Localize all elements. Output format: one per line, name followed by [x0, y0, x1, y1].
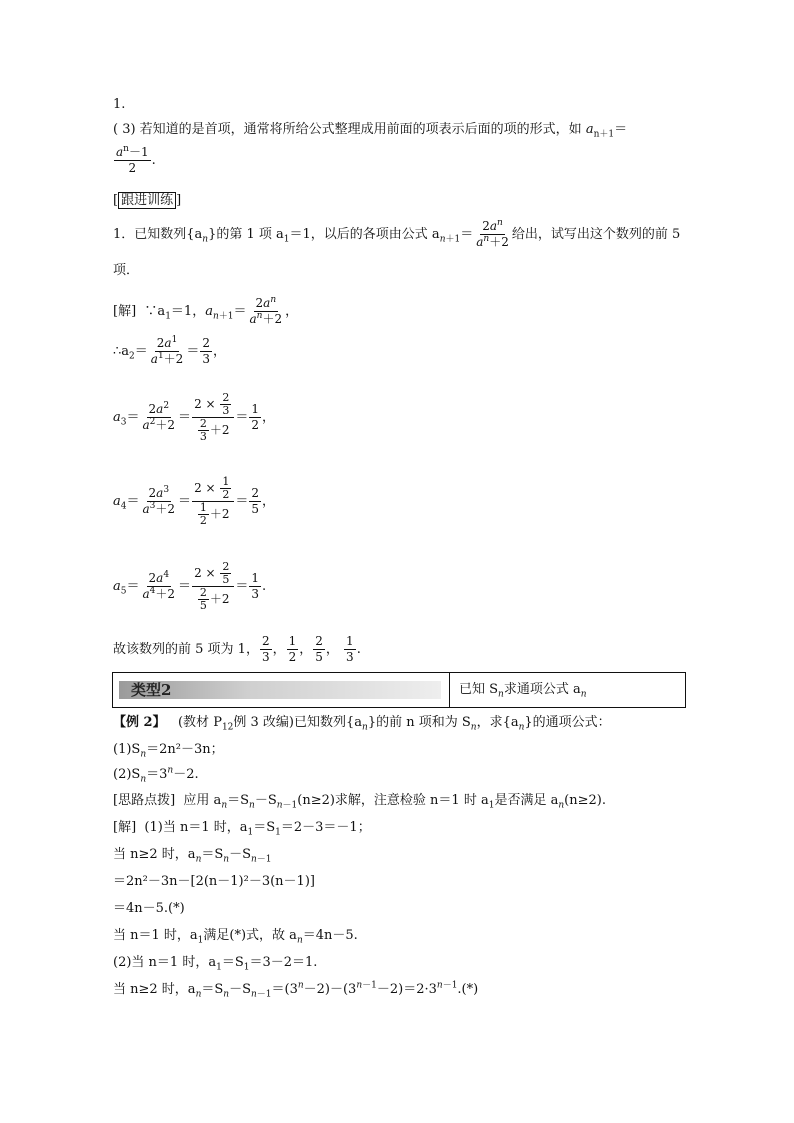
- practice-header-label: 跟进训练: [118, 192, 176, 209]
- method-note: [113, 121, 627, 139]
- method-note-fraction: $\frac{a^n-1}{2}$ .: [116, 144, 156, 175]
- type-banner: [112, 672, 686, 708]
- type-banner-left: [113, 673, 450, 707]
- a-symbol: a: [585, 122, 594, 137]
- equals: ＝: [614, 122, 628, 137]
- type-label: 类型2: [131, 681, 172, 699]
- solution-a4: $a_4=$ $\frac{2a^3}{a^3+2}$ ＝ 2 × $\frac{1}{2}$ $\frac{1}{2}$ ＋2 ＝ $\frac{2}{5}$ ，: [113, 475, 276, 527]
- practice-question-cont: 项．: [113, 263, 140, 278]
- solution-given: [解] $\because a_1=1$，$a_{n+1}=$ $\frac{2a^n}{a^n+2}$ ，: [113, 295, 299, 326]
- hint-line: [思路点拨] 应用 $a_n=S_n-S_{n-1}(n\ge 2)$求解，注意检验 n＝1 时 $a_1$是否满足 $a_n(n\ge 2)$.: [113, 793, 606, 811]
- sol2-line4: ＝4n－5.(*): [113, 901, 185, 916]
- example-intro: 【例 2】 (教材 $P_{12}$例 3 改编)已知数列$\{a_n\}$的前 n 项和为 $S_n$，求$\{a_n\}$的通项公式：: [113, 715, 611, 733]
- practice-question: 1．已知数列$\{a_n\}$的第 1 项 $a_1=1$，以后的各项由公式 $a_{n+1}=$ $\frac{2a^n}{a^n+2}$ 给出，试写出这个数列的前 5: [113, 218, 681, 249]
- solution-a3: $a_3=$ $\frac{2a^2}{a^2+2}$ ＝ 2 × $\frac{2}{3}$ $\frac{2}{3}$ ＋2 ＝ $\frac{1}{2}$ ，: [113, 391, 276, 443]
- solution-a2: $\therefore a_2=$ $\frac{2a^1}{a^1+2}$ ＝ $\frac{2}{3}$ ，: [113, 335, 226, 366]
- sol2-line2: 当 n≥2 时，$a_n=S_n-S_{n-1}$: [113, 847, 272, 865]
- example-part2: $(2)S_n=3^n-2$.: [113, 765, 199, 785]
- sol2-line7: 当 n≥2 时，$a_n=S_n-S_{n-1}=(3^n-2)-(3^{n-1}-2)=2\cdot 3^{n-1}.(*)$: [113, 980, 479, 1000]
- subscript: n＋1: [593, 129, 615, 140]
- solution-conclusion: 故该数列的前 5 项为 1， $\frac{2}{3}$ ， $\frac{1}{2}$ ， $\frac{2}{5}$ ， $\frac{1}{3}$ .: [113, 634, 361, 664]
- type-title: 已知 $S_n$求通项公式 $a_n$: [459, 682, 587, 700]
- sol2-line5: 当 n＝1 时，$a_1$满足(*)式，故 $a_n=4n-5$.: [113, 928, 358, 946]
- sol2-line6: (2)当 n＝1 时，$a_1=S_1=3-2=1$.: [113, 955, 318, 973]
- sol2-line3: ＝2n²－3n－[2(n－1)²－3(n－1)]: [113, 874, 315, 889]
- example-part1: $(1)S_n=2n^2-3n$；: [113, 742, 224, 760]
- step-number: 1.: [113, 97, 126, 112]
- method-note-text: ( 3) 若知道的是首项，通常将所给公式整理成用前面的项表示后面的项的形式，如: [113, 122, 586, 137]
- solution-a5: $a_5=$ $\frac{2a^4}{a^4+2}$ ＝ 2 × $\frac{2}{5}$ $\frac{2}{5}$ ＋2 ＝ $\frac{1}{3}$ .: [113, 560, 267, 612]
- fraction: $\frac{a^n-1}{2}$: [116, 144, 149, 175]
- practice-header: [ 跟进训练 ]: [113, 193, 182, 208]
- sol2-line1: [解] (1)当 n＝1 时，$a_1=S_1=2-3=-1$；: [113, 820, 371, 838]
